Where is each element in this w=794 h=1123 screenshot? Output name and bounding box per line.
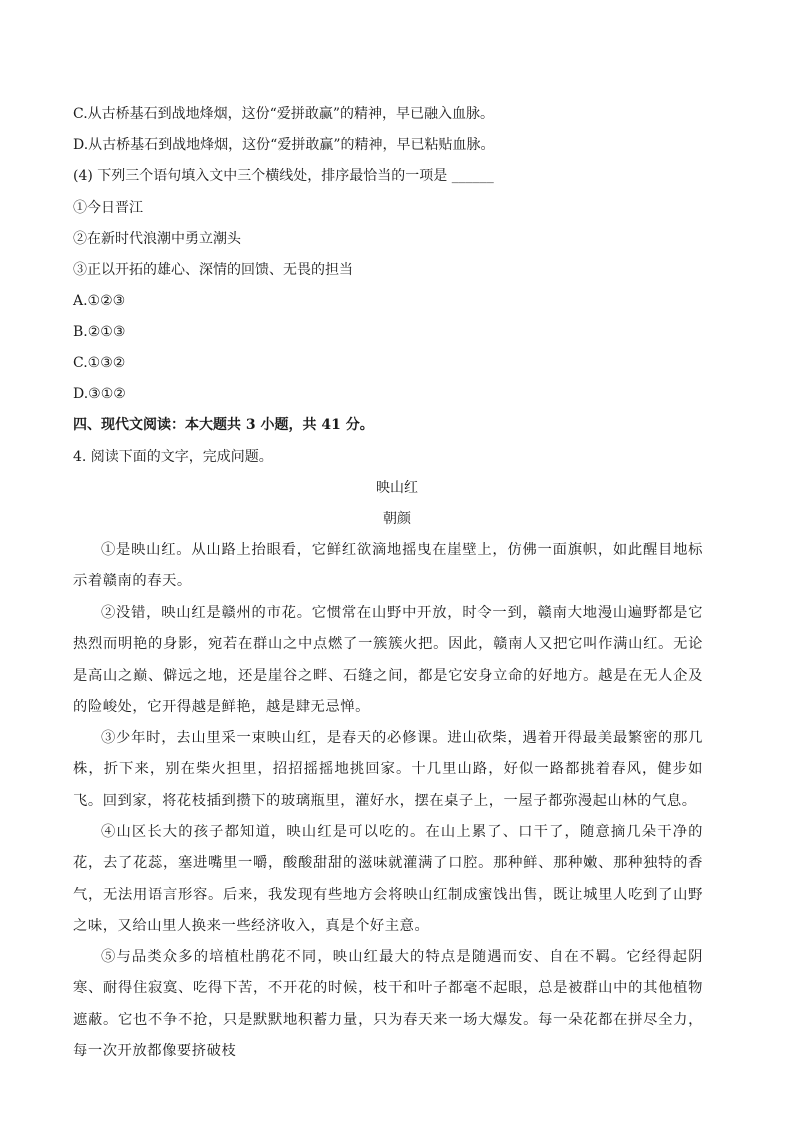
section-heading: 四、现代文阅读：本大题共 3 小题，共 41 分。 xyxy=(73,417,374,433)
article-paragraph-4: ④山区长大的孩子都知道，映山红是可以吃的。在山上累了、口干了，随意摘几朵干净的花，去了花蕊，塞进嘴里一嚼，酸酸甜甜的滋味就灌满了口腔。那种鲜、那种嫩、那种独特的香气，无法用语言形容。后来，我发现有些地方会将映山红制成蜜饯出售，既让城里人吃到了山野之味，又给山里人换来一些经济收入，真是个好主意。 xyxy=(73,824,703,934)
article-title: 映山红 xyxy=(376,480,418,496)
q4-option-b: B.②①③ xyxy=(73,324,126,340)
q4-option-a: A.①②③ xyxy=(73,293,126,309)
article-author: 朝颜 xyxy=(383,511,411,527)
q4-stem: (4) 下列三个语句填入文中三个横线处，排序最恰当的一项是 ______ xyxy=(73,168,494,184)
q4-option-d: D.③①② xyxy=(73,386,126,402)
q4-sentence-1: ①今日晋江 xyxy=(73,200,143,216)
q3-option-c: C.从古桥基石到战地烽烟，这份“爱拼敢赢”的精神，早已融入血脉。 xyxy=(73,106,494,122)
q4-sentence-3: ③正以开拓的雄心、深情的回馈、无畏的担当 xyxy=(73,262,353,278)
article-paragraph-2: ②没错，映山红是赣州的市花。它惯常在山野中开放，时令一到，赣南大地漫山遍野都是它热烈而明艳的身影，宛若在群山之中点燃了一簇簇火把。因此，赣南人又把它叫作满山红。无论是高山之巅、僻远之地，还是崖谷之畔、石缝之间，都是它安身立命的好地方。越是在无人企及的险峻处，它开得越是鲜艳，越是肆无忌惮。 xyxy=(73,605,703,715)
article-paragraph-5: ⑤与品类众多的培植杜鹃花不同，映山红最大的特点是随遇而安、自在不羁。它经得起阴寒、耐得住寂寞、吃得下苦，不开花的时候，枝干和叶子都毫不起眼，总是被群山中的其他植物遮蔽。它也不争不抢，只是默默地积蓄力量，只为春天来一场大爆发。每一朵花都在拼尽全力，每一次开放都像要挤破枝 xyxy=(73,949,703,1059)
q3-option-d: D.从古桥基石到战地烽烟，这份“爱拼敢赢”的精神，早已粘贴血脉。 xyxy=(73,137,495,153)
q4-sentence-2: ②在新时代浪潮中勇立潮头 xyxy=(73,231,241,247)
question-instruction: 4. 阅读下面的文字，完成问题。 xyxy=(73,449,273,465)
article-paragraph-1: ①是映山红。从山路上抬眼看，它鲜红欲滴地摇曳在崖壁上，仿佛一面旗帜，如此醒目地标示着赣南的春天。 xyxy=(73,542,703,590)
article-paragraph-3: ③少年时，去山里采一束映山红，是春天的必修课。进山砍柴，遇着开得最美最繁密的那几株，折下来，别在柴火担里，招招摇摇地挑回家。十几里山路，好似一路都挑着春风，健步如飞。回到家，将花枝插到攒下的玻璃瓶里，灌好水，摆在桌子上，一屋子都弥漫起山林的气息。 xyxy=(73,730,703,809)
q4-option-c: C.①③② xyxy=(73,355,126,371)
